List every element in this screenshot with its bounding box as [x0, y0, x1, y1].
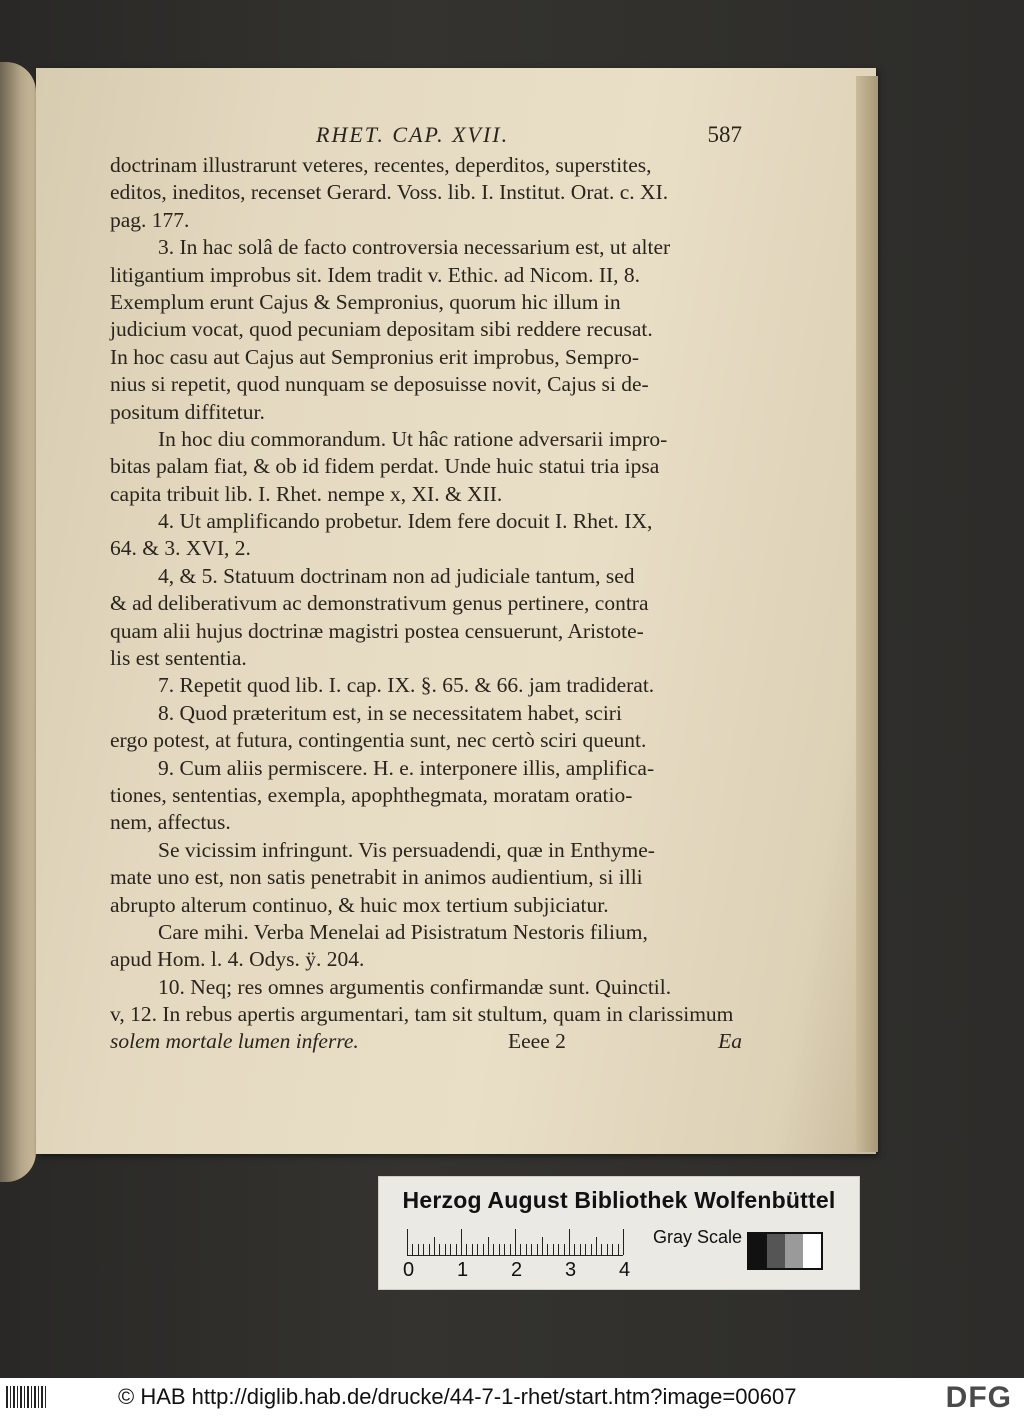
ruler-number: 3 [565, 1259, 577, 1281]
catchword: Ea [718, 1028, 742, 1053]
text-line: 4, & 5. Statuum doctrinam non ad judiciale tantum, sed [158, 563, 635, 588]
text-line: 4. Ut amplificando probetur. Idem fere docuit I. Rhet. IX, [158, 509, 653, 534]
ruler-number: 0 [403, 1259, 415, 1281]
text-line: v, 12. In rebus apertis argumentari, tam sit stultum, quam in clarissimum [110, 1002, 734, 1027]
ruler-tick [418, 1244, 419, 1255]
last-line-text: solem mortale lumen inferre. [110, 1028, 359, 1053]
ruler-tick [553, 1244, 554, 1255]
ruler-number: 1 [457, 1259, 469, 1281]
text-line: lis est sententia. [110, 646, 247, 671]
text-line: In hoc diu commorandum. Ut hâc ratione adversarii impro- [158, 426, 668, 451]
page-footer [110, 1029, 742, 1057]
text-line: 9. Cum aliis permiscere. H. e. interponere illis, amplifica- [158, 755, 655, 780]
ruler-tick [601, 1244, 602, 1255]
ruler-tick [531, 1244, 532, 1255]
ruler-tick [456, 1244, 457, 1255]
text-line: 3. In hac solâ de facto controversia necessarium est, ut alter [158, 235, 671, 260]
page-text [110, 122, 742, 1057]
ruler-tick [520, 1244, 521, 1255]
body-text [110, 152, 742, 1029]
text-line: pag. 177. [110, 207, 190, 232]
ruler-tick [412, 1244, 413, 1255]
text-line: apud Hom. l. 4. Odys. ÿ. 204. [110, 947, 365, 972]
text-line: nius si repetit, quod nunquam se deposuisse novit, Cajus si de- [110, 372, 649, 397]
ruler-number: 4 [619, 1259, 631, 1281]
ruler-tick [580, 1244, 581, 1255]
text-line: Care mihi. Verba Menelai ad Pisistratum Nestoris filium, [158, 919, 648, 944]
footer-bar [0, 1378, 1024, 1416]
text-line: 64. & 3. XVI, 2. [110, 536, 251, 561]
ruler-number: 2 [511, 1259, 523, 1281]
ruler-tick [450, 1244, 451, 1255]
credit-link[interactable]: © HAB http://diglib.hab.de/drucke/44-7-1-rhet/start.htm?image=00607 [118, 1384, 797, 1409]
text-line: positum diffitetur. [110, 399, 265, 424]
ruler-tick [585, 1244, 586, 1255]
ruler-tick [466, 1244, 467, 1255]
ruler-tick [574, 1244, 575, 1255]
ruler-tick [504, 1244, 505, 1255]
text-line: 8. Quod præteritum est, in se necessitatem habet, sciri [158, 700, 622, 725]
ruler-tick [607, 1244, 608, 1255]
gray-scale-swatches [747, 1232, 823, 1270]
text-line: ergo potest, at futura, contingentia sunt, nec certò sciri queunt. [110, 728, 647, 753]
ruler-tick [423, 1244, 424, 1255]
text-line: Exemplum erunt Cajus & Sempronius, quorum hic illum in [110, 289, 621, 314]
ruler-tick [564, 1244, 565, 1255]
text-line: & ad deliberativum ac demonstrativum genus pertinere, contra [110, 591, 649, 616]
text-line: quam alii hujus doctrinæ magistri postea censuerunt, Aristote- [110, 618, 644, 643]
ruler-tick [618, 1244, 619, 1255]
text-line: abrupto alterum continuo, & huic mox tertium subjiciatur. [110, 892, 609, 917]
ruler-tick [445, 1244, 446, 1255]
text-line: litigantium improbus sit. Idem tradit v. Ethic. ad Nicom. II, 8. [110, 262, 641, 287]
ruler-tick [547, 1244, 548, 1255]
ruler-tick [439, 1244, 440, 1255]
ruler-tick [591, 1244, 592, 1255]
ruler-tick [461, 1229, 462, 1255]
text-line: bitas palam fiat, & ob id fidem perdat. Unde huic statui tria ipsa [110, 454, 660, 479]
gray-swatch [749, 1234, 767, 1268]
ruler-tick [623, 1229, 624, 1255]
gray-scale-label: Gray Scale [653, 1227, 743, 1247]
ruler-tick [493, 1244, 494, 1255]
ruler-tick [499, 1244, 500, 1255]
facing-page-edge [0, 62, 36, 1182]
text-line: mate uno est, non satis penetrabit in animos audientium, si illi [110, 865, 643, 890]
library-title: Herzog August Bibliothek Wolfenbüttel [402, 1187, 836, 1213]
text-line: In hoc casu aut Cajus aut Sempronius erit improbus, Sempro- [110, 344, 640, 369]
ruler-tick [429, 1244, 430, 1255]
ruler-tick [569, 1229, 570, 1255]
scale-ruler [407, 1229, 623, 1256]
text-line: nem, affectus. [110, 810, 231, 835]
text-line: tiones, sententias, exempla, apophthegmata, moratam oratio- [110, 782, 633, 807]
dfg-logo: DFG [945, 1381, 1012, 1414]
ruler-tick [472, 1244, 473, 1255]
text-line: 7. Repetit quod lib. I. cap. IX. §. 65. & 66. jam tradiderat. [158, 673, 655, 698]
running-head: RHET. CAP. XVII. [316, 122, 510, 147]
gray-swatch [785, 1234, 803, 1268]
ruler-tick [488, 1237, 489, 1255]
page-edge [856, 76, 878, 1152]
ruler-tick [526, 1244, 527, 1255]
ruler-tick [510, 1244, 511, 1255]
ruler-tick [612, 1244, 613, 1255]
text-line: capita tribuit lib. I. Rhet. nempe x, XI. & XII. [110, 481, 503, 506]
hab-barcode-icon [6, 1386, 48, 1408]
text-line: judicium vocat, quod pecuniam depositam sibi reddere recusat. [110, 317, 653, 342]
ruler-tick [542, 1237, 543, 1255]
text-line: doctrinam illustrarunt veteres, recentes, deperditos, superstites, [110, 153, 652, 177]
ruler-tick [596, 1237, 597, 1255]
ruler-tick [477, 1244, 478, 1255]
text-line: 10. Neq; res omnes argumentis confirmandæ sunt. Quinctil. [158, 974, 672, 999]
text-line: editos, ineditos, recenset Gerard. Voss. lib. I. Institut. Orat. c. XI. [110, 180, 669, 205]
text-line: Se vicissim infringunt. Vis persuadendi, quæ in Enthyme- [158, 837, 655, 862]
page-header [110, 122, 742, 152]
gray-swatch [767, 1234, 785, 1268]
ruler-tick [407, 1229, 408, 1255]
signature-mark: Eeee 2 [508, 1028, 566, 1053]
page-number: 587 [707, 122, 742, 147]
ruler-tick [515, 1229, 516, 1255]
calibration-card [378, 1176, 860, 1290]
gray-swatch [803, 1234, 821, 1268]
ruler-tick [537, 1244, 538, 1255]
ruler-tick [558, 1244, 559, 1255]
ruler-tick [434, 1237, 435, 1255]
ruler-tick [483, 1244, 484, 1255]
